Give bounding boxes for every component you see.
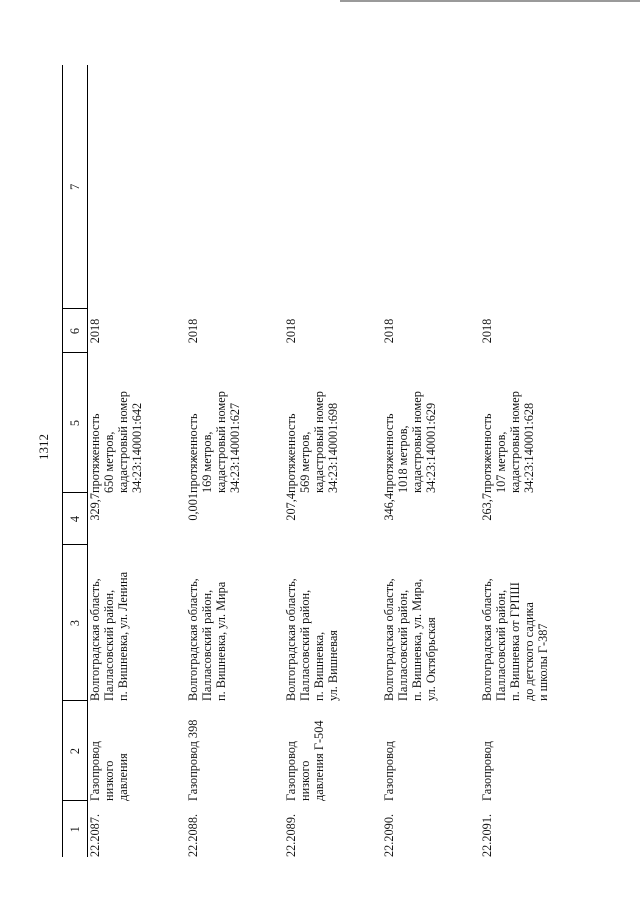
- object-description: протяженность 569 метров, кадастровый номер 34:23:140001:698: [284, 391, 340, 493]
- object-year: 2018: [284, 318, 298, 344]
- table-row: [186, 65, 284, 857]
- column-header-5: 5: [63, 353, 88, 493]
- object-name: Газопровод 398: [186, 719, 200, 801]
- object-year: 2018: [186, 318, 200, 344]
- object-value: 346,4: [382, 493, 396, 521]
- object-description: протяженность 1018 метров, кадастровый номер 34:23:140001:629: [382, 391, 438, 493]
- table-row: [284, 65, 382, 857]
- object-year: 2018: [88, 318, 102, 344]
- column-header-2: 2: [63, 701, 88, 801]
- object-extra: [186, 65, 284, 309]
- table-row: [382, 65, 480, 857]
- row-number: 22.2091.: [480, 813, 494, 857]
- row-number: 22.2088.: [186, 813, 200, 857]
- column-header-4: 4: [63, 493, 88, 545]
- object-year: 2018: [382, 318, 396, 344]
- object-value: 0,001: [186, 493, 200, 521]
- column-header-1: 1: [68, 826, 82, 833]
- column-header-3: 3: [63, 545, 88, 701]
- object-extra: [480, 65, 578, 309]
- column-header-7: 7: [63, 65, 88, 309]
- object-extra: [382, 65, 480, 309]
- registry-table: [62, 65, 578, 857]
- object-description: протяженность 169 метров, кадастровый номер 34:23:140001:627: [186, 391, 242, 493]
- object-address: Волгоградская область, Палласовский район, п. Вишневка, ул. Вишневая: [284, 578, 340, 701]
- object-description: протяженность 107 метров, кадастровый номер 34:23:140001:628: [480, 391, 536, 493]
- row-number: 22.2089.: [284, 813, 298, 857]
- object-description: протяженность 650 метров, кадастровый номер 34:23:140001:642: [88, 391, 144, 493]
- object-address: Волгоградская область, Палласовский район, п. Вишневка, ул. Мира, ул. Октябрьская: [382, 578, 438, 701]
- table-row: [480, 65, 578, 857]
- object-name: Газопровод: [480, 741, 494, 801]
- object-extra: [88, 65, 187, 309]
- object-year: 2018: [480, 318, 494, 344]
- object-name: Газопровод: [382, 741, 396, 801]
- object-name: Газопровод низкого давления: [88, 741, 130, 801]
- object-value: 207,4: [284, 493, 298, 521]
- table-row: [88, 65, 187, 857]
- object-name: Газопровод низкого давления Г-504: [284, 720, 326, 801]
- object-extra: [284, 65, 382, 309]
- column-numbers-row: [63, 65, 88, 857]
- object-value: 263,7: [480, 493, 494, 521]
- object-address: Волгоградская область, Палласовский район, п. Вишневка от ГРПШ до детского садика и школы Г-387: [480, 578, 550, 701]
- object-value: 329,7: [88, 493, 102, 521]
- object-address: Волгоградская область, Палласовский район, п. Вишневка, ул. Мира: [186, 578, 228, 701]
- row-number: 22.2090.: [382, 813, 396, 857]
- column-header-6: 6: [63, 309, 88, 353]
- row-number: 22.2087.: [88, 813, 102, 857]
- object-address: Волгоградская область, Палласовский район, п. Вишневка, ул. Ленина: [88, 571, 130, 701]
- page-number: 1312: [36, 434, 51, 460]
